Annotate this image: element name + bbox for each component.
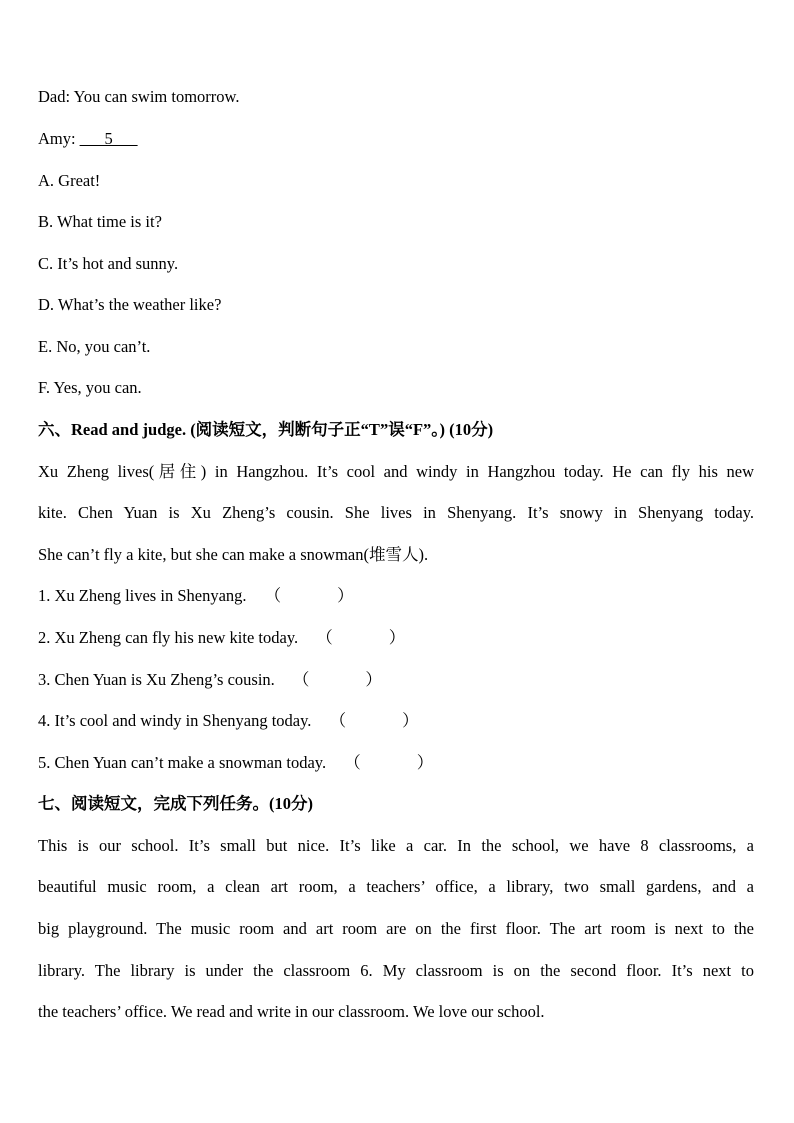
section-7-passage-line-2: beautiful music room, a clean art room, a teachers’ office, a library, two small gardens, and a <box>38 877 754 896</box>
section-7-passage-line-5: the teachers’ office. We read and write in our classroom. We love our school. <box>38 1002 545 1021</box>
section-6-passage-line-1: Xu Zheng lives(居住) in Hangzhou. It’s cool and windy in Hangzhou today. He can fly his new <box>38 462 754 481</box>
question-text: 3. Chen Yuan is Xu Zheng’s cousin. <box>38 670 275 689</box>
section-7-passage-line-1: This is our school. It’s small but nice. It’s like a car. In the school, we have 8 classrooms, a <box>38 836 754 855</box>
section-7-passage-line-4: library. The library is under the classroom 6. My classroom is on the second floor. It’s next to <box>38 961 754 980</box>
option-f: F. Yes, you can. <box>38 378 142 397</box>
option-d: D. What’s the weather like? <box>38 295 222 314</box>
answer-paren-1[interactable]: （ ） <box>264 586 354 605</box>
judge-question-2 <box>38 628 405 648</box>
answer-paren-2[interactable]: （ ） <box>316 628 406 647</box>
question-text: 2. Xu Zheng can fly his new kite today. <box>38 628 299 647</box>
option-a: A. Great! <box>38 171 101 190</box>
judge-question-3 <box>38 670 382 690</box>
section-6-passage-line-2: kite. Chen Yuan is Xu Zheng’s cousin. She lives in Shenyang. It’s snowy in Shenyang today. <box>38 503 754 522</box>
judge-question-5 <box>38 753 433 773</box>
judge-question-1 <box>38 586 354 606</box>
option-c: C. It’s hot and sunny. <box>38 254 179 273</box>
section-7-heading: 七、阅读短文，完成下列任务。(10分) <box>38 794 313 813</box>
question-text: 4. It’s cool and windy in Shenyang today. <box>38 711 312 730</box>
dialogue-amy-line <box>38 129 137 149</box>
question-text: 1. Xu Zheng lives in Shenyang. <box>38 586 247 605</box>
section-6-passage-line-3: She can’t fly a kite, but she can make a snowman(堆雪人). <box>38 545 429 564</box>
amy-label: Amy: <box>38 129 80 148</box>
section-7-passage-line-3: big playground. The music room and art room are on the first floor. The art room is next to the <box>38 919 754 938</box>
option-b: B. What time is it? <box>38 212 162 231</box>
option-e: E. No, you can’t. <box>38 337 151 356</box>
question-text: 5. Chen Yuan can’t make a snowman today. <box>38 753 327 772</box>
answer-paren-5[interactable]: （ ） <box>344 753 434 772</box>
answer-paren-4[interactable]: （ ） <box>329 711 419 730</box>
judge-question-4 <box>38 711 419 731</box>
answer-blank-5[interactable]: ___5___ <box>79 129 138 148</box>
section-6-heading: 六、Read and judge. (阅读短文，判断句子正“T”误“F”。) (10分) <box>38 420 494 439</box>
dialogue-dad-line: Dad: You can swim tomorrow. <box>38 87 240 106</box>
answer-paren-3[interactable]: （ ） <box>292 670 382 689</box>
